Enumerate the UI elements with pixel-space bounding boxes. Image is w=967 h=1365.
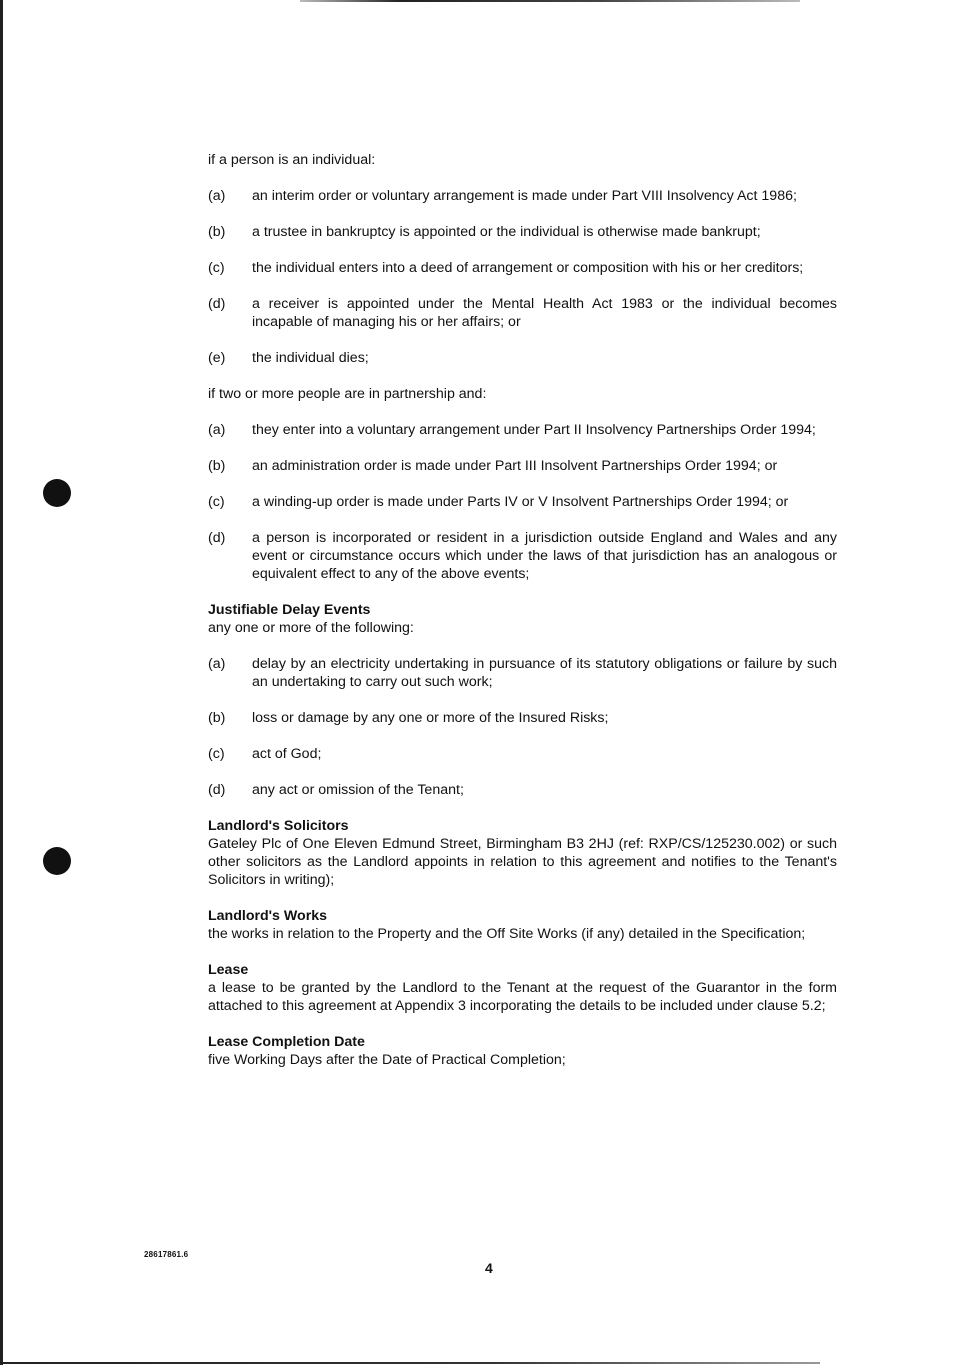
- item-text: a winding-up order is made under Parts IV or V Insolvent Partnerships Order 1994; or: [252, 494, 789, 510]
- list-item: [208, 781, 837, 799]
- list-item: [208, 259, 837, 277]
- punch-hole-lower: [43, 847, 71, 875]
- item-text: act of God;: [252, 746, 322, 762]
- definition-term: Landlord's Works: [208, 908, 327, 924]
- item-text: any act or omission of the Tenant;: [252, 782, 464, 798]
- definition-term: Landlord's Solicitors: [208, 818, 349, 834]
- item-label: (c): [208, 260, 225, 276]
- definition-term: Lease: [208, 962, 249, 978]
- definition-landlords-works: [208, 907, 837, 943]
- item-text: an administration order is made under Part III Insolvent Partnerships Order 1994; or: [252, 458, 778, 474]
- list-item: [208, 421, 837, 439]
- item-label: (c): [208, 746, 225, 762]
- definition-term: Lease Completion Date: [208, 1034, 365, 1050]
- list-item: [208, 529, 837, 583]
- page-number: 4: [485, 1260, 493, 1276]
- list-item: [208, 457, 837, 475]
- scan-edge-bottom: [0, 1362, 820, 1364]
- item-text: they enter into a voluntary arrangement under Part II Insolvency Partnerships Order 1994;: [252, 422, 816, 438]
- item-text: loss or damage by any one or more of the Insured Risks;: [252, 710, 609, 726]
- item-label: (d): [208, 782, 226, 798]
- list-item: [208, 223, 837, 241]
- list-item: [208, 187, 837, 205]
- justifiable-list: [208, 655, 837, 799]
- definition-term: Justifiable Delay Events: [208, 602, 371, 618]
- intro-individual: if a person is an individual:: [208, 152, 376, 168]
- definition-body: Gateley Plc of One Eleven Edmund Street, Birmingham B3 2HJ (ref: RXP/CS/125230.002) or such other solicitors as the Landlord appoints in relation to this agreement and notifies to the Tenant's Solicitors in writing);: [208, 836, 837, 888]
- punch-hole-upper: [43, 479, 71, 507]
- list-item: [208, 295, 837, 331]
- list-item: [208, 709, 837, 727]
- definition-landlords-solicitors: [208, 817, 837, 889]
- definition-body: the works in relation to the Property and the Off Site Works (if any) detailed in the Specification;: [208, 926, 806, 942]
- scan-edge-left: [0, 0, 3, 1365]
- definition-justifiable-delay-events: [208, 601, 837, 637]
- item-label: (d): [208, 530, 226, 546]
- item-text: an interim order or voluntary arrangement is made under Part VIII Insolvency Act 1986;: [252, 188, 797, 204]
- item-label: (e): [208, 350, 226, 366]
- definition-body: five Working Days after the Date of Practical Completion;: [208, 1052, 566, 1068]
- item-label: (b): [208, 458, 226, 474]
- list-item: [208, 349, 837, 367]
- item-text: the individual dies;: [252, 350, 369, 366]
- definition-lease-completion-date: [208, 1033, 837, 1069]
- item-label: (b): [208, 710, 226, 726]
- definition-body: any one or more of the following:: [208, 620, 414, 636]
- document-reference: 28617861.6: [144, 1250, 189, 1259]
- item-label: (a): [208, 422, 226, 438]
- item-label: (a): [208, 188, 226, 204]
- intro-partnership: if two or more people are in partnership and:: [208, 386, 487, 402]
- scan-edge-top: [300, 0, 800, 2]
- item-text: a trustee in bankruptcy is appointed or the individual is otherwise made bankrupt;: [252, 224, 761, 240]
- document-body: [208, 151, 837, 1087]
- individual-list: [208, 187, 837, 367]
- item-text: delay by an electricity undertaking in pursuance of its statutory obligations or failure by such an undertaking to carry out such work;: [252, 656, 837, 690]
- item-label: (c): [208, 494, 225, 510]
- item-text: a receiver is appointed under the Mental Health Act 1983 or the individual becomes incapable of managing his or her affairs; or: [252, 296, 837, 330]
- item-label: (b): [208, 224, 226, 240]
- item-label: (a): [208, 656, 226, 672]
- partnership-list: [208, 421, 837, 583]
- definition-lease: [208, 961, 837, 1015]
- item-text: a person is incorporated or resident in a jurisdiction outside England and Wales and any event or circumstance occurs which under the laws of that jurisdiction has an analogous or equivalent effect to any of the above events;: [252, 530, 837, 582]
- item-text: the individual enters into a deed of arrangement or composition with his or her creditors;: [252, 260, 804, 276]
- list-item: [208, 493, 837, 511]
- list-item: [208, 745, 837, 763]
- item-label: (d): [208, 296, 226, 312]
- list-item: [208, 655, 837, 691]
- definition-body: a lease to be granted by the Landlord to the Tenant at the request of the Guarantor in the form attached to this agreement at Appendix 3 incorporating the details to be included under clause 5.2;: [208, 980, 837, 1014]
